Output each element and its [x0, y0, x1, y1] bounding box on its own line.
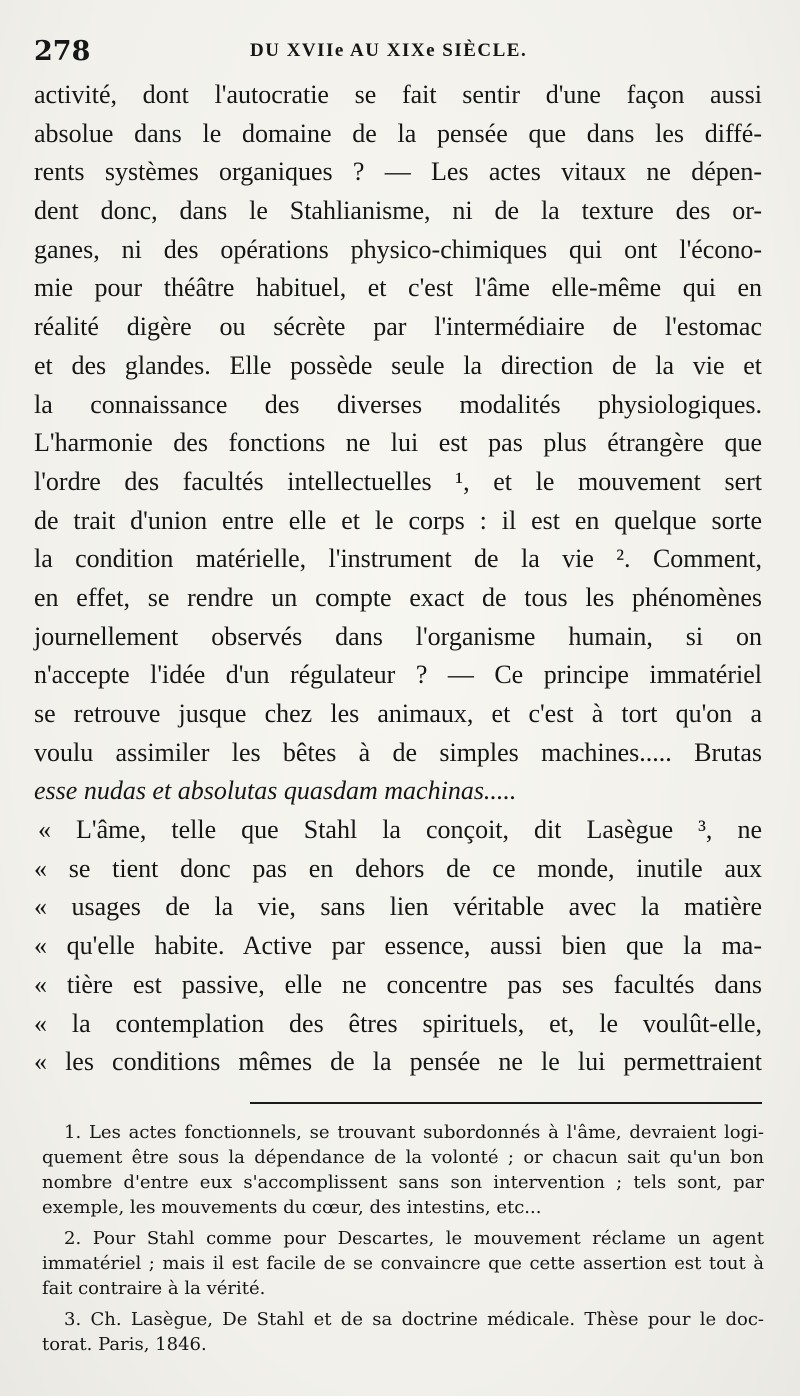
body-line: rents systèmes organiques ? — Les actes vitaux ne dépen-	[34, 157, 762, 187]
body-line: absolue dans le domaine de la pensée que dans les diffé-	[34, 118, 762, 148]
footnote-line: immatériel ; mais il est facile de se convaincre que cette assertion est tout à	[42, 1253, 764, 1274]
running-title: DU XVIIe AU XIXe SIÈCLE.	[250, 40, 528, 61]
footnote-3	[42, 1307, 764, 1357]
body-line: en effet, se rendre un compte exact de tous les phénomènes	[34, 582, 762, 612]
body-line: L'harmonie des fonctions ne lui est pas plus étrangère que	[34, 428, 762, 458]
body-line: de trait d'union entre elle et le corps : il est en quelque sorte	[34, 505, 762, 535]
footnote-line: 2. Pour Stahl comme pour Descartes, le mouvement réclame un agent	[64, 1228, 764, 1249]
quote-line: « usages de la vie, sans lien véritable avec la matière	[34, 892, 762, 922]
body-line: réalité digère ou sécrète par l'intermédiaire de l'estomac	[34, 312, 762, 342]
footnote-line: fait contraire à la vérité.	[42, 1278, 266, 1299]
quote-line: « L'âme, telle que Stahl la conçoit, dit Lasègue ³, ne	[38, 815, 762, 845]
quote-line: « la contemplation des êtres spirituels, et, le voulût-elle,	[34, 1008, 762, 1038]
running-head	[34, 34, 764, 74]
body-line: mie pour théâtre habituel, et c'est l'âme elle-même qui en	[34, 273, 762, 303]
quote-line: « les conditions mêmes de la pensée ne le lui permettraient	[34, 1047, 762, 1077]
body-line: et des glandes. Elle possède seule la direction de la vie et	[34, 350, 762, 380]
body-line: la connaissance des diverses modalités physiologiques.	[34, 389, 762, 419]
quote-line: « se tient donc pas en dehors de ce monde, inutile aux	[34, 853, 762, 883]
footnote-line: nombre d'entre eux s'accomplissent sans son intervention ; tels sont, par	[42, 1172, 764, 1193]
footnote-line: exemple, les mouvements du cœur, des intestins, etc...	[42, 1197, 542, 1218]
latin-quote-line: esse nudas et absolutas quasdam machinas.....	[34, 776, 517, 806]
footnotes	[42, 1120, 764, 1357]
main-text	[34, 76, 762, 1082]
footnote-divider	[250, 1102, 762, 1104]
footnote-1	[42, 1120, 764, 1220]
footnote-line: torat. Paris, 1846.	[42, 1334, 207, 1355]
body-line: journellement observés dans l'organisme humain, si on	[34, 621, 762, 651]
body-line: n'accepte l'idée d'un régulateur ? — Ce principe immatériel	[34, 660, 762, 690]
body-line: activité, dont l'autocratie se fait sentir d'une façon aussi	[34, 80, 762, 109]
quote-line: « qu'elle habite. Active par essence, aussi bien que la ma-	[34, 931, 762, 961]
body-line: l'ordre des facultés intellectuelles ¹, et le mouvement sert	[34, 466, 762, 496]
body-line: la condition matérielle, l'instrument de la vie ². Comment,	[34, 544, 762, 574]
body-line: ganes, ni des opérations physico-chimiques qui ont l'écono-	[34, 234, 762, 264]
footnote-2	[42, 1226, 764, 1301]
page-number: 278	[34, 36, 91, 67]
footnote-line: 1. Les actes fonctionnels, se trouvant subordonnés à l'âme, devraient logi-	[64, 1122, 764, 1143]
quote-line: « tière est passive, elle ne concentre pas ses facultés dans	[34, 969, 762, 999]
body-line: dent donc, dans le Stahlianisme, ni de la texture des or-	[34, 196, 762, 226]
footnote-line: 3. Ch. Lasègue, De Stahl et de sa doctrine médicale. Thèse pour le doc-	[64, 1309, 764, 1330]
body-line: voulu assimiler les bêtes à de simples machines..... Brutas	[34, 737, 762, 767]
body-line: se retrouve jusque chez les animaux, et c'est à tort qu'on a	[34, 699, 762, 728]
footnote-line: quement être sous la dépendance de la volonté ; or chacun sait qu'un bon	[42, 1147, 764, 1168]
